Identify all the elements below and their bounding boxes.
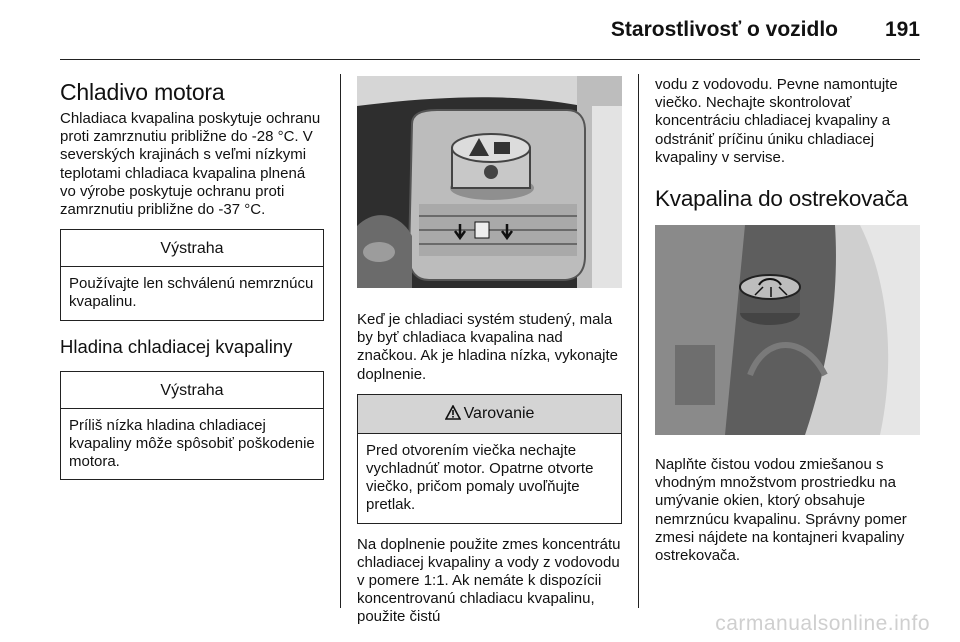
washer-fluid-paragraph: Naplňte čistou vodou zmiešanou s vhodným množstvom prostriedku na umývanie okien, ktorý obsahuje nemrznúcu kvapalinu. Správny pomer zmesi nájdete na kontajneri kvapaliny ostrekovača.	[655, 456, 907, 565]
warning-title: Varovanie	[463, 404, 535, 422]
section-title: Starostlivosť o vozidlo	[610, 18, 838, 41]
coolant-reservoir-image	[357, 76, 622, 288]
refill-paragraph: Na doplnenie použite zmes koncentrátu chladiacej kvapaliny a vody z vodovodu v pomere 1:1. Ak nemáte k dispozícii koncentrovanú chladiacu kvapalinu, použite čistú	[357, 535, 621, 626]
caution-text: Používajte len schválenú nemrznúcu kvapalinu.	[69, 275, 314, 311]
caution-box	[60, 229, 324, 320]
watermark: carmanualsonline.info	[715, 612, 930, 635]
continued-paragraph: vodu z vodovodu. Pevne namontujte viečko. Nechajte skontrolovať koncentráciu chladiacej kvapaliny a odstrániť príčinu úniku chladiacej kvapaliny v servise.	[655, 76, 898, 166]
warning-triangle-icon	[445, 405, 461, 425]
washer-fluid-reservoir-image	[655, 225, 920, 435]
page-number: 191	[884, 18, 920, 41]
heading-engine-coolant: Chladivo motora	[60, 79, 225, 105]
caution-box	[60, 371, 324, 481]
caution-text: Príliš nízka hladina chladiacej kvapaliny môže spôsobiť poškodenie motora.	[69, 416, 315, 471]
heading-washer-fluid: Kvapalina do ostrekovača	[655, 186, 908, 212]
heading-coolant-level: Hladina chladiacej kvapaliny	[60, 335, 293, 357]
column-divider	[340, 74, 341, 608]
header-divider	[60, 59, 920, 60]
column-left	[60, 78, 324, 480]
column-right	[655, 76, 920, 565]
coolant-level-paragraph: Keď je chladiaci systém studený, mala by byť chladiaca kvapalina nad značkou. Ak je hladina nízka, vykonajte doplnenie.	[357, 311, 618, 383]
column-divider	[638, 74, 639, 608]
intro-paragraph: Chladiaca kvapalina poskytuje ochranu proti zamrznutiu približne do -28 °C. V severských krajinách s veľmi nízkymi teplotami chladiaca kvapalina plnená vo výrobe poskytuje ochranu proti zamrznutiu približne do -37 °C.	[60, 110, 321, 219]
warning-header	[358, 395, 621, 434]
warning-text: Pred otvorením viečka nechajte vychladnúť motor. Opatrne otvorte viečko, pričom pomaly uvoľňujte pretlak.	[366, 441, 594, 514]
caution-title: Výstraha	[61, 372, 323, 409]
caution-title: Výstraha	[61, 230, 323, 267]
warning-box	[357, 394, 622, 524]
column-middle	[357, 76, 622, 627]
